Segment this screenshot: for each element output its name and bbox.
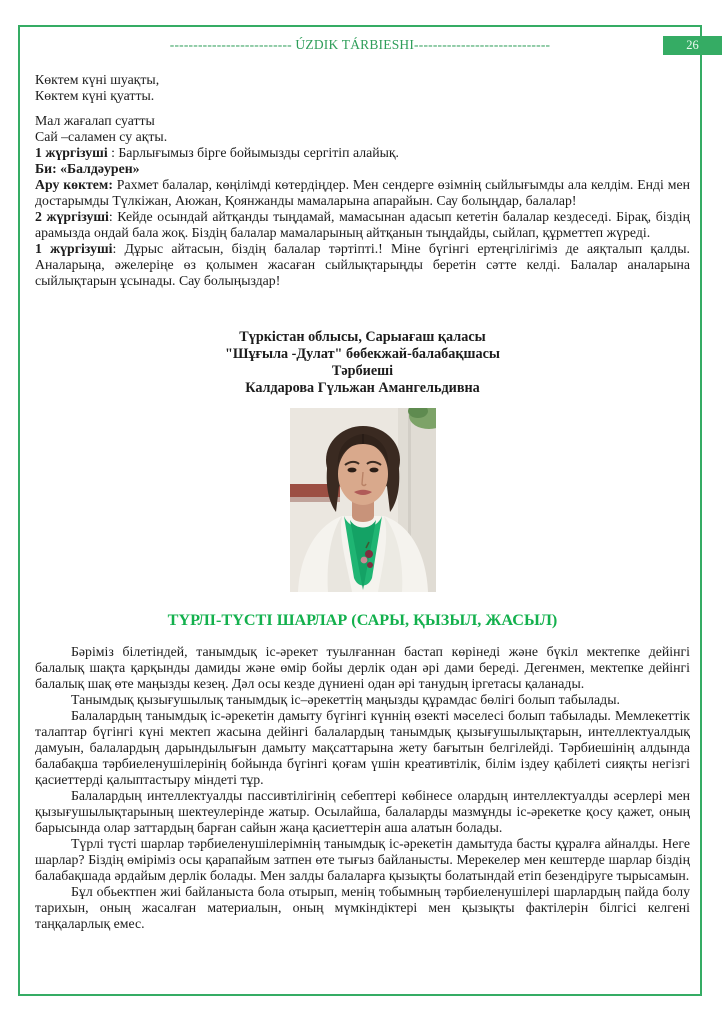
- journal-header-title: -------------------------- ÚZDIK TÁRBIESHI-----------------------------: [169, 37, 551, 52]
- dialogue-text: Мал жағалап суатты: [35, 113, 155, 128]
- author-info-line: Калдарова Гүльжан Амангельдивна: [245, 380, 480, 396]
- article-paragraph: Танымдық қызығушылық танымдық іс–әрекеттің маңызды құрамдас бөлігі болып табылады.: [71, 692, 620, 707]
- speaker-label: 2 жүргізуші: [35, 209, 109, 224]
- dialogue-text: Сай –саламен су ақты.: [35, 129, 168, 144]
- dialogue-text: : Кейде осындай айтқанды тыңдамай, мамасынан адасып кететін балалар кездеседі. Бірақ, біздің арамызда ондай бала жоқ. Біздің балалар мамаларының айтқанын тыңдайды, сыйлап, құрметтеп жүреді.: [35, 209, 691, 240]
- dialogue-text: Көктем күні шуақты,: [35, 72, 160, 87]
- dialogue-line: [35, 145, 690, 161]
- article-paragraph: Балалардың танымдық іс-әрекетін дамыту бүгінгі күннің өзекті мәселесі болып табылады. Мемлекеттік талаптар бүгінгі күні мектеп жасына дейінгі балалардың танымдық қызығушылықтарын, интеллектуалдық дамуын, балалардың дарындылығын дамыту мақсаттарына жету бағытын белгілейді. Тәрбиешінің алдында балабақша тәрбиеленушілерінің бойында бүгінгі қоғам үшін креативтілік, білім іздеу қабілеті сияқты негізгі қасиеттерді қалыптастыру міндеті тұр.: [35, 708, 690, 787]
- page-number-badge: 26: [663, 36, 722, 55]
- page-content: [20, 62, 700, 932]
- dialogue-text: Көктем күні қуатты.: [35, 88, 155, 103]
- dialogue-line: [35, 113, 690, 129]
- dialogue-text: : Дұрыс айтасын, біздің балалар тәртіпті.! Міне бүгінгі ертеңгілігіміз де аяқталып қалды. Аналарыңа, әжелеріңе өз қолымен жасаған сыйлықтарыңды беретін сәтте келді. Балалар аналарына сыйлықтарын ұсынады. Сау болыңыздар!: [35, 241, 691, 288]
- teacher-portrait-photo: [290, 408, 436, 592]
- article-paragraph: Бәріміз білетіндей, танымдық іс-әрекет туылғаннан бастап көрінеді және бүкіл мектепке дейінгі балалық шақта қарқынды дамиды және өмір бойы дерлік одан әрі дами береді. Дегенмен, мектепке дейінгі балалық шақ өте маңызды кезең. Дәл осы кезде дүниені одан әрі танудың іргетасы қаланады.: [35, 644, 690, 691]
- article-paragraph: Түрлі түсті шарлар тәрбиеленушілерімнің танымдық іс-әрекетін дамытуда басты құралға айналды. Неге шарлар? Біздің өміріміз осы қарапайым затпен өте тығыз байланысты. Мерекелер мен кештерде шарлар біздің балабақшада әрдайым дерлік болады. Мен залды балаларға қызықты болатындай етіп безендіруге тырысамын.: [35, 836, 690, 883]
- dialogue-line: [35, 88, 690, 104]
- dialogue-line: [35, 129, 690, 145]
- article-title: ТҮРЛІ-ТҮСТІ ШАРЛАР (САРЫ, ҚЫЗЫЛ, ЖАСЫЛ): [167, 611, 558, 629]
- speaker-label: Ару көктем:: [35, 177, 113, 192]
- article-body: [35, 644, 690, 932]
- dialogue-line: [35, 241, 690, 289]
- speaker-label: 1 жүргізуші: [35, 241, 113, 256]
- author-info-line: Түркістан облысы, Сарыағаш қаласы: [239, 329, 486, 345]
- speaker-label: 1 жүргізуші: [35, 145, 108, 160]
- dialogue-line: [35, 161, 690, 177]
- dialogue-text: Рахмет балалар, көңілімді көтердіңдер. Мен сендерге өзімнің сыйлығымды ала келдім. Енді мен достарымды Түлкіжан, Аюжан, Қоянжанды мамаларына апарайын. Сау болыңдар, балалар!: [35, 177, 690, 208]
- page-header: [20, 27, 700, 62]
- author-block: [35, 329, 690, 397]
- dialogue-line: [35, 177, 690, 209]
- article-paragraph: Балалардың интеллектуалды пассивтілігінің себептері көбінесе олардың интеллектуалды әсерлері мен қызығушылықтарының шектеулерінде жатыр. Осылайша, балаларды мазмұнды іс-әрекетке қосу қажет, оның барысында олар заттардың барған сайын жаңа қасиеттерін аша алатын болады.: [35, 788, 690, 835]
- author-info-line: "Шұғыла -Дулат" бөбекжай-балабақшасы: [225, 346, 500, 362]
- article-paragraph: Бұл обьектпен жиі байланыста бола отырып, менің тобымның тәрбиеленушілері шарлардың пайда болу тарихын, оның жасалған материалын, оның мүмкіндіктері мен қызықты фактілерін білгісі келгені таңқаларлық емес.: [35, 884, 690, 931]
- speaker-label: Би: «Балдәурен»: [35, 161, 140, 176]
- page-border-frame: [18, 25, 702, 996]
- scenario-dialogue-block: [35, 72, 690, 289]
- dialogue-text: : Барлығымыз бірге бойымызды сергітіп алайық.: [107, 145, 400, 160]
- photo-wrap: [35, 408, 690, 592]
- dialogue-line: [35, 209, 690, 241]
- dialogue-line: [35, 72, 690, 88]
- author-info-line: Тәрбиеші: [331, 363, 394, 379]
